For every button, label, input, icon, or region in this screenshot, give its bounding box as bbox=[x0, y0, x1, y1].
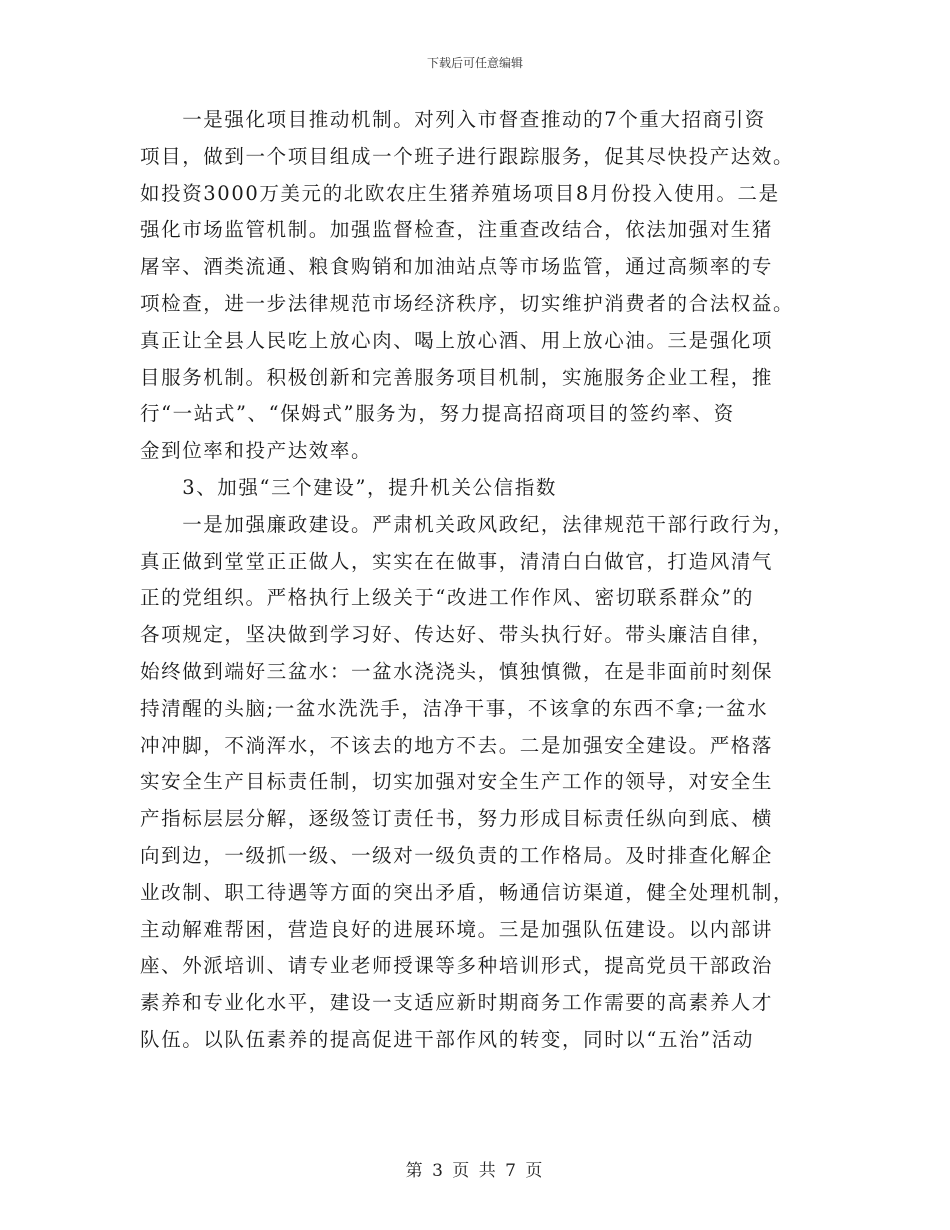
text-line: 项目，做到一个项目组成一个班子进行跟踪服务，促其尽快投产达效。 bbox=[140, 144, 795, 168]
text-line: 一是强化项目推动机制。对列入市督查推动的7个重大招商引资 bbox=[140, 108, 766, 131]
page-number-footer: 第 3 页 共 7 页 bbox=[405, 1161, 545, 1181]
text-line: 始终做到端好三盆水：一盆水浇浇头，慎独慎微，在是非面前时刻保 bbox=[140, 659, 774, 683]
page-header: 下载后可任意编辑 bbox=[426, 56, 523, 70]
text-line: 真正让全县人民吃上放心肉、喝上放心酒、用上放心油。三是强化项 bbox=[140, 328, 774, 352]
text-line: 实安全生产目标责任制，切实加强对安全生产工作的领导，对安全生 bbox=[140, 770, 774, 794]
text-line: 真正做到堂堂正正做人，实实在在做事，清清白白做官，打造风清气 bbox=[140, 549, 774, 573]
text-line: 强化市场监管机制。加强监督检查，注重查改结合，依法加强对生猪 bbox=[140, 218, 774, 242]
text-line: 各项规定，坚决做到学习好、传达好、带头执行好。带头廉洁自律， bbox=[140, 623, 774, 647]
text-line: 冲冲脚，不淌浑水，不该去的地方不去。二是加强安全建设。严格落 bbox=[140, 733, 774, 757]
text-line: 持清醒的头脑;一盆水洗洗手，洁净干事，不该拿的东西不拿;一盆水 bbox=[140, 696, 769, 720]
document-body bbox=[140, 102, 805, 1059]
text-line: 正的党组织。严格执行上级关于“改进工作作风、密切联系群众”的 bbox=[140, 586, 754, 610]
text-line: 项检查，进一步法律规范市场经济秩序，切实维护消费者的合法权益。 bbox=[140, 291, 795, 315]
text-line: 行“一站式”、“保姆式”服务为，努力提高招商项目的签约率、资 bbox=[140, 402, 735, 426]
text-line: 一是加强廉政建设。严肃机关政风政纪，法律规范干部行政行为， bbox=[140, 512, 795, 536]
text-line: 队伍。以队伍素养的提高促进干部作风的转变，同时以“五治”活动 bbox=[140, 1027, 754, 1051]
text-line: 业改制、职工待遇等方面的突出矛盾，畅通信访渠道，健全处理机制， bbox=[140, 880, 795, 904]
text-line: 素养和专业化水平，建设一支适应新时期商务工作需要的高素养人才 bbox=[140, 991, 774, 1015]
text-line: 屠宰、酒类流通、粮食购销和加油站点等市场监管，通过高频率的专 bbox=[140, 255, 774, 279]
text-line: 目服务机制。积极创新和完善服务项目机制，实施服务企业工程，推 bbox=[140, 365, 774, 389]
section-heading: 3、加强“三个建设”，提升机关公信指数 bbox=[140, 475, 557, 499]
text-line: 主动解难帮困，营造良好的进展环境。三是加强队伍建设。以内部讲 bbox=[140, 917, 774, 941]
text-line: 向到边，一级抓一级、一级对一级负责的工作格局。及时排查化解企 bbox=[140, 843, 774, 867]
text-line: 产指标层层分解，逐级签订责任书，努力形成目标责任纵向到底、横 bbox=[140, 807, 774, 831]
text-line: 金到位率和投产达效率。 bbox=[140, 439, 373, 463]
text-line: 如投资3000万美元的北欧农庄生猪养殖场项目8月份投入使用。二是 bbox=[140, 181, 780, 205]
text-line: 座、外派培训、请专业老师授课等多种培训形式，提高党员干部政治 bbox=[140, 954, 774, 978]
